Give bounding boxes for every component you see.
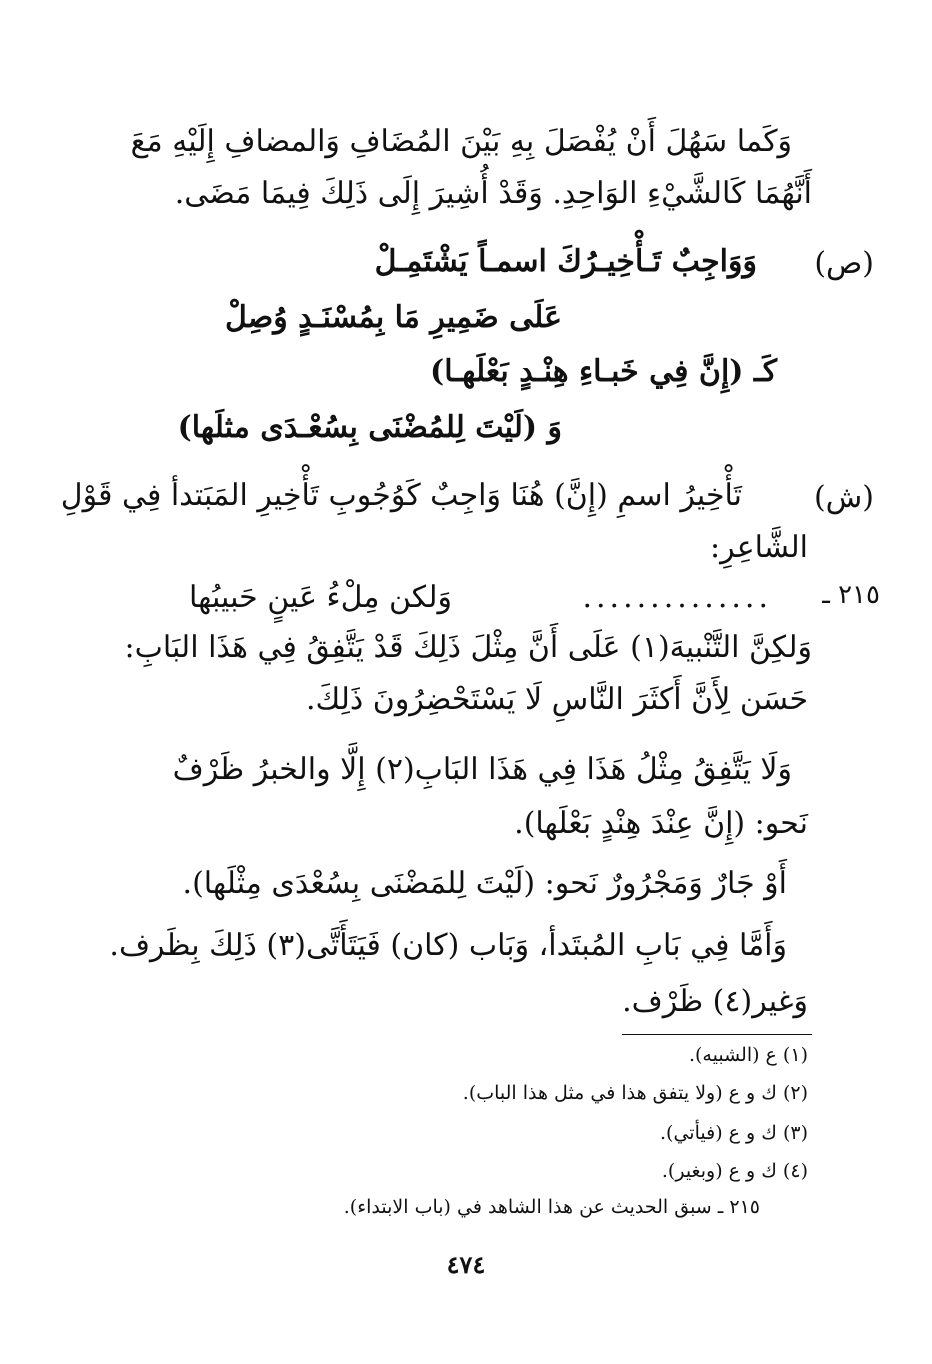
verse-line: وَ (لَيْتَ لِلمُضْنَى بِسُعْـدَى مثلَها) — [177, 410, 562, 445]
shahid-text: وَلكن مِلْءُ عَينٍ حَبيبُها — [189, 580, 452, 615]
body-line: وَلكِنَّ التَّنْبيهَ(١) عَلَى أَنَّ مِثْلَ ذَلِكَ قَدْ يَتَّفِقُ فِي هَذَا البَابِ: — [124, 630, 812, 665]
verse-line: عَلَى ضَمِيرِ مَا بِمُسْنَـدٍ وُصِلْ — [225, 300, 562, 335]
verse-line: كَـ (إِنَّ فِي خَبـاءِ هِنْـدٍ بَعْلَهـا) — [430, 354, 777, 389]
body-line: الشَّاعِرِ: — [710, 530, 808, 565]
body-line: وَكَما سَهُلَ أَنْ يُفْصَلَ بِهِ بَيْنَ المُضَافِ وَالمضافِ إِلَيْهِ مَعَ — [130, 124, 792, 159]
verse-marker: (ص) — [814, 246, 874, 281]
shahid-dots: .............. — [582, 580, 772, 615]
verse-line: وَوَاجِبٌ تَـأْخِيـرُكَ اسمـاً يَشْتَمِـلْ — [374, 244, 757, 279]
body-line: وَأَمَّا فِي بَابِ المُبتَدأ، وَبَاب (كان) فَيَتَأَتَّى(٣) ذَلِكَ بِظَرف. — [109, 928, 787, 963]
body-line: تَأْخِيرُ اسمِ (إِنَّ) هُنَا وَاجِبٌ كَوُجُوبِ تَأْخِيرِ المَبَتدأ فِي قَوْلِ — [60, 478, 742, 513]
body-line: نَحو: (إِنَّ عِنْدَ هِنْدٍ بَعْلَها). — [514, 806, 808, 841]
commentary-marker: (ش) — [813, 480, 874, 515]
body-line: أَنَّهُمَا كَالشَّيْءِ الوَاحِدِ. وَقَدْ أُشِيرَ إِلَى ذَلِكَ فِيمَا مَضَى. — [174, 176, 812, 211]
footnote: (٤) ك و ع (وبغير). — [661, 1160, 808, 1182]
page-number: ٤٧٤ — [446, 1250, 486, 1279]
body-line: وَغير(٤) ظَرْف. — [622, 984, 808, 1019]
shahid-number: ٢١٥ ـ — [822, 580, 880, 610]
body-line: وَلَا يَتَّفِقُ مِثْلُ هَذَا فِي هَذَا البَابِ(٢) إِلَّا والخبرُ ظَرْفٌ — [172, 752, 792, 787]
footnote: ٢١٥ ـ سبق الحديث عن هذا الشاهد في (باب الابتداء). — [343, 1196, 760, 1218]
body-line: أَوْ جَارٌ وَمَجْرُورٌ نَحو: (لَيْتَ لِلمَضْنَى بِسُعْدَى مِثْلَها). — [182, 866, 787, 901]
footnote: (١) ع (الشبيه). — [688, 1044, 808, 1066]
body-line: حَسَن لِأَنَّ أَكثَرَ النَّاسِ لَا يَسْتَحْضِرُونَ ذَلِكَ. — [305, 682, 808, 717]
footnote: (٢) ك و ع (ولا يتفق هذا في مثل هذا الباب). — [462, 1082, 808, 1104]
footnote: (٣) ك و ع (فيأتي). — [660, 1122, 808, 1144]
footnote-divider — [622, 1034, 812, 1035]
